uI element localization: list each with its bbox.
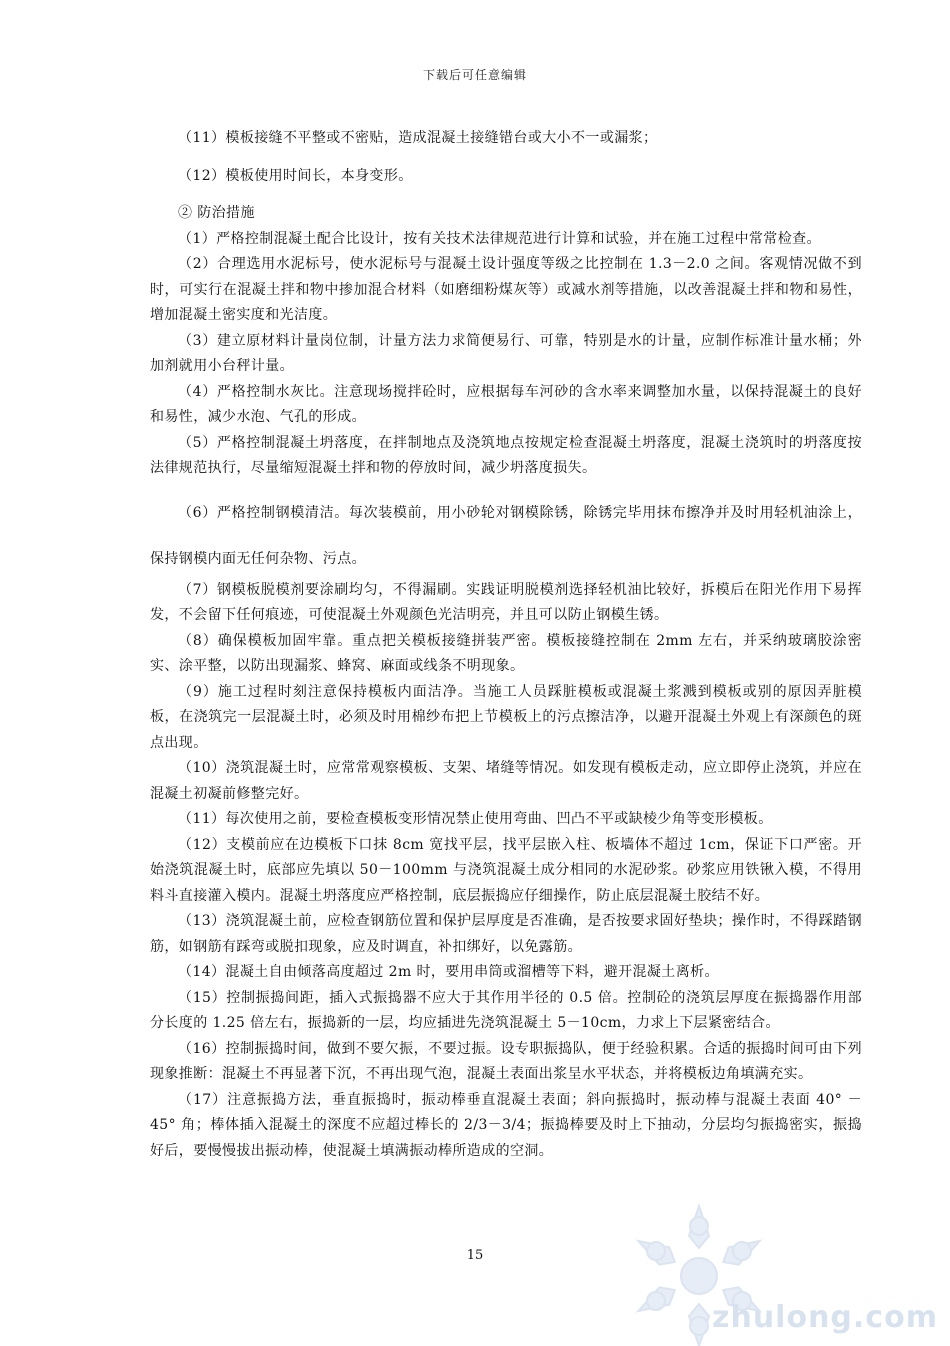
paragraph-15: （15）控制振捣间距，插入式振捣器不应大于其作用半径的 0.5 倍。控制砼的浇筑层厚度在振捣器作用部分长度的 1.25 倍左右，振捣新的一层，均应插进先浇筑混凝土 5－10cm，力求上下层紧密结合。 bbox=[150, 989, 862, 1031]
paragraph-13: （13）浇筑混凝土前，应检查钢筋位置和保护层厚度是否准确，是否按要求固好垫块；操作时，不得踩踏钢筋，如钢筋有踩弯或脱扣现象，应及时调直，补扣绑好，以免露筋。 bbox=[150, 913, 862, 955]
paragraph-17: （17）注意振捣方法，垂直振捣时，振动棒垂直混凝土表面；斜向振捣时，振动棒与混凝土表面 40° －45° 角；棒体插入混凝土的深度不应超过棒长的 2/3－3/4；振捣棒要及时上下抽动，分层均匀振捣密实，振捣好后，要慢慢拔出振动棒，使混凝土填满振动棒所造成的空洞。 bbox=[150, 1091, 862, 1159]
paragraph-14: （14）混凝土自由倾落高度超过 2m 时，要用串筒或溜槽等下料，避开混凝土离析。 bbox=[178, 964, 719, 980]
document-body bbox=[150, 126, 862, 1164]
page-number: 15 bbox=[466, 1248, 484, 1263]
paragraph-16: （16）控制振捣时间，做到不要欠振，不要过振。设专职振捣队，便于经验积累。合适的振捣时间可由下列现象推断：混凝土不再显著下沉，不再出现气泡，混凝土表面出浆呈水平状态，并将模板边角填满充实。 bbox=[150, 1040, 862, 1082]
page-header: 下载后可任意编辑 bbox=[422, 68, 527, 82]
paragraph-5: （5）严格控制混凝土坍落度，在拌制地点及浇筑地点按规定检查混凝土坍落度，混凝土浇筑时的坍落度按法律规范执行，尽量缩短混凝土拌和物的停放时间，减少坍落度损失。 bbox=[150, 434, 862, 476]
paragraph-9: （9）施工过程时刻注意保持模板内面洁净。当施工人员踩脏模板或混凝土浆溅到模板或别的原因弄脏模板，在浇筑完一层混凝土时，必须及时用棉纱布把上节模板上的污点擦洁净，以避开混凝土外观上有深颜色的斑点出现。 bbox=[150, 683, 862, 751]
paragraph-3: （3）建立原材料计量岗位制，计量方法力求简便易行、可靠，特别是水的计量，应制作标准计量水桶；外加剂就用小台秤计量。 bbox=[150, 332, 862, 374]
paragraph-12-prev: （12）模板使用时间长，本身变形。 bbox=[178, 167, 413, 184]
paragraph-6: （6）严格控制钢模清洁。每次装模前，用小砂轮对钢模除锈，除锈完毕用抹布擦净并及时用轻机油涂上，保持钢模内面无任何杂物、污点。 bbox=[150, 504, 862, 567]
paragraph-11-prev: （11）模板接缝不平整或不密贴，造成混凝土接缝错台或大小不一或漏浆； bbox=[178, 130, 658, 146]
section-heading-prevention: ② 防治措施 bbox=[178, 205, 255, 221]
paragraph-11: （11）每次使用之前，要检查模板变形情况禁止使用弯曲、凹凸不平或缺棱少角等变形模板。 bbox=[178, 811, 773, 827]
paragraph-2: （2）合理选用水泥标号，使水泥标号与混凝土设计强度等级之比控制在 1.3－2.0 之间。客观情况做不到时，可实行在混凝土拌和物中掺加混合材料（如磨细粉煤灰等）或减水剂等措施，以改善混凝土拌和物和易性，增加混凝土密实度和光洁度。 bbox=[150, 256, 862, 323]
paragraph-4: （4）严格控制水灰比。注意现场搅拌砼时，应根据每车河砂的含水率来调整加水量，以保持混凝土的良好和易性，减少水泡、气孔的形成。 bbox=[150, 383, 862, 425]
watermark-logo: zhulong.com bbox=[712, 1300, 938, 1335]
paragraph-8: （8）确保模板加固牢靠。重点把关模板接缝拼装严密。模板接缝控制在 2mm 左右，并采纳玻璃胶涂密实、涂平整，以防出现漏浆、蜂窝、麻面或线条不明现象。 bbox=[150, 632, 862, 674]
paragraph-12: （12）支模前应在边模板下口抹 8cm 宽找平层，找平层嵌入柱、板墙体不超过 1cm，保证下口严密。开始浇筑混凝土时，底部应先填以 50－100mm 与浇筑混凝土成分相同的水泥砂浆。砂浆应用铁锹入模，不得用料斗直接灌入模内。混凝土坍落度应严格控制，底层振捣应仔细操作，防止底层混凝土胶结不好。 bbox=[150, 836, 862, 904]
paragraph-7: （7）钢模板脱模剂要涂刷均匀，不得漏刷。实践证明脱模剂选择轻机油比较好，拆模后在阳光作用下易挥发，不会留下任何痕迹，可使混凝土外观颜色光洁明亮，并且可以防止钢模生锈。 bbox=[150, 581, 862, 623]
paragraph-10: （10）浇筑混凝土时，应常常观察模板、支架、堵缝等情况。如发现有模板走动，应立即停止浇筑，并应在混凝土初凝前修整完好。 bbox=[150, 760, 862, 802]
paragraph-1: （1）严格控制混凝土配合比设计，按有关技术法律规范进行计算和试验，并在施工过程中常常检查。 bbox=[178, 230, 821, 247]
